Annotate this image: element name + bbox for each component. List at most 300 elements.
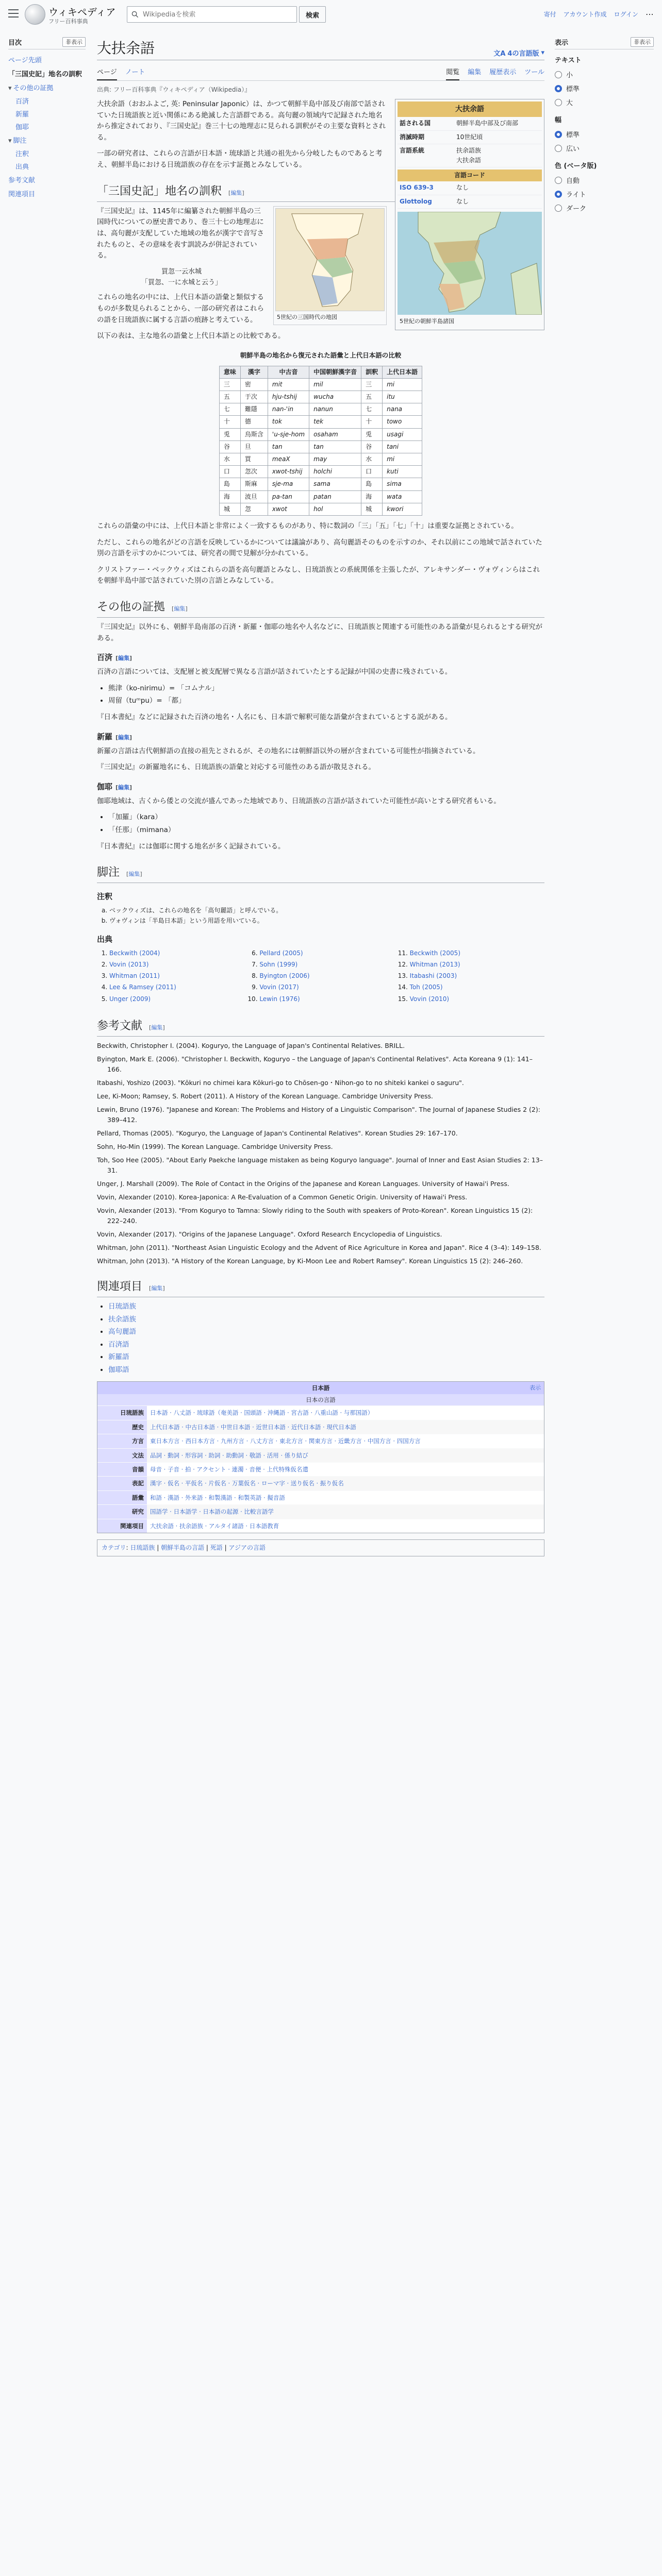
table-cell: tan [309, 440, 361, 453]
infobox-code-value: なし [456, 184, 469, 192]
sec1-paragraph-2: これらの地名の中には、上代日本語の語彙と類似するものが多数見られることから、一部の研究者はこれらの語を日琉語族に属する言語の痕跡と考えている。 [97, 293, 264, 324]
table-cell: 斯麻 [240, 478, 268, 490]
table-header: 中古音 [268, 366, 309, 378]
bibliography-list [97, 1041, 544, 1266]
tab-talk[interactable]: ノート [125, 69, 145, 76]
category-link[interactable]: 死語 [210, 1544, 223, 1551]
radio-button[interactable] [555, 99, 562, 106]
table-cell: 兎 [361, 428, 383, 440]
infobox-value: 朝鮮半島中部及び南部 [456, 120, 519, 127]
search-box[interactable] [127, 6, 297, 23]
intro-paragraph-2: 一部の研究者は、これらの言語が日本語・琉球語と共通の祖先から分岐したものであると考え、朝鮮半島における日琉語族の存在を示す証拠とみなしている。 [97, 149, 383, 169]
navbox-toggle[interactable]: 表示 [529, 1384, 541, 1391]
color-label: 色 (ベータ版) [555, 162, 597, 170]
table-cell: 忽 [240, 503, 268, 515]
list-item [108, 1314, 544, 1326]
edit-label[interactable]: 編集 [118, 655, 130, 662]
infobox-code-key[interactable]: Glottolog [400, 197, 432, 205]
toc-item-label: 新羅 [15, 111, 29, 118]
tab-page[interactable]: ページ [97, 63, 117, 80]
table-cell: tek [309, 416, 361, 428]
navbox-list[interactable]: 母音 · 子音 · 拍 · アクセント · 連濁 · 音便 · 上代特殊仮名遣 [147, 1463, 544, 1476]
table-row [219, 391, 422, 403]
three-kingdoms-map [275, 208, 385, 311]
from-wikipedia: 出典: フリー百科事典『ウィキペディア（Wikipedia）』 [97, 86, 251, 93]
table-of-contents [8, 37, 86, 200]
reference-item [410, 948, 544, 958]
toc-item[interactable] [8, 120, 86, 133]
subsection-baekje [97, 651, 544, 664]
table-cell: tok [268, 416, 309, 428]
related-list [108, 1301, 544, 1376]
reference-item [109, 971, 244, 981]
bibliography-item: Lewin, Bruno (1976). "Japanese and Korean: The Problems and History of a Linguistic Comparison". The Journal of Japanese Studies 2 (2): 389–412. [97, 1105, 540, 1124]
table-row [219, 403, 422, 416]
category-link[interactable]: アジアの言語 [228, 1544, 266, 1551]
chevron-down-icon[interactable]: ▾ [8, 137, 12, 145]
toc-item-label: 出典 [15, 163, 29, 171]
section-heading-other-evidence [97, 598, 544, 618]
table-cell: 島 [361, 478, 383, 490]
navbox-row [97, 1420, 544, 1434]
table-cell: 波旦 [240, 490, 268, 503]
navbox-group: 関連項目 [97, 1519, 147, 1533]
intro-paragraph-1: 大扶余語（おおふよご, 英: Peninsular Japonic）は、かつて朝鮮半島中部及び南部で話されていた日琉語族と近い関係にある絶滅した言語群である。高句麗の領域内で記録された地名から推定されており、『三国史記』巻三十七の地理志に見られる訓釈がその主要な資料とされる。 [97, 100, 386, 142]
bibliography-item: Itabashi, Yoshizo (2003). "Kōkuri no chimei kara Kōkuri-go to Chōsen-go・Nihon-go to no shiteki kankei o saguru". [97, 1078, 464, 1087]
infobox-codes-title: 言語コード [398, 170, 542, 181]
table-cell: 'u-sje-hom [268, 428, 309, 440]
table-cell: towo [383, 416, 422, 428]
table-cell: 谷 [219, 440, 240, 453]
toc-item[interactable] [8, 107, 86, 120]
donate-link[interactable]: 寄付 [543, 11, 556, 18]
navbox-list[interactable]: 品詞 · 動詞 · 形容詞 · 助詞 · 助動詞 · 敬語 · 活用 · 係り結び [147, 1449, 544, 1462]
toc-item-label: 脚注 [13, 137, 27, 145]
section-title: 「三国史記」地名の訓釈 [97, 184, 222, 198]
table-cell: 水 [219, 453, 240, 466]
section-thumbnail[interactable] [273, 206, 387, 326]
bibliography-item: Vovin, Alexander (2013). "From Koguryo to Tamna: Slowly riding to the South with speakers of Proto-Korean". Korean Linguistics 15 (2): 222–240. [97, 1206, 533, 1225]
reference-link[interactable]: Whitman (2011) [109, 972, 160, 980]
tab-tools[interactable]: ツール [524, 69, 544, 76]
reference-item [410, 960, 544, 970]
toc-item-label: ページ先頭 [8, 57, 42, 64]
section-heading-notes [97, 863, 544, 883]
chevron-down-icon: ▾ [541, 49, 544, 57]
navbox-list[interactable]: 大扶余語 · 扶余語族 · アルタイ諸語 · 日本語教育 [147, 1519, 544, 1533]
toc-item[interactable] [8, 187, 86, 200]
list-item [108, 1340, 544, 1351]
navbox-row [97, 1462, 544, 1476]
table-header: 訓釈 [361, 366, 383, 378]
table-cell: sima [383, 478, 422, 490]
reference-item [259, 960, 394, 970]
toc-item-label: 参考文献 [8, 177, 36, 184]
edit-section-link[interactable]: [編集] [149, 1024, 165, 1031]
reference-link[interactable]: Beckwith (2005) [409, 949, 460, 957]
chevron-down-icon[interactable]: ▾ [8, 84, 12, 92]
navbox-group: 音韻 [97, 1463, 147, 1476]
toc-item-label: 百済 [15, 98, 29, 106]
gaya-paragraph-1: 伽耶地域は、古くから倭との交流が盛んであった地域であり、日琉語族の言語が話されていた可能性が高いとする研究者もいる。 [97, 796, 501, 805]
gaya-list [108, 812, 544, 836]
subsection-title: 新羅 [97, 732, 113, 741]
navbox-row [97, 1434, 544, 1448]
toc-item[interactable] [8, 133, 86, 147]
reference-link[interactable]: Vovin (2013) [109, 960, 149, 968]
bibliography-item: Sohn, Ho-Min (1999). The Korean Language. Cambridge University Press. [97, 1142, 333, 1150]
reference-item [109, 948, 244, 958]
table-cell: 七 [219, 403, 240, 416]
bibliography-item: Whitman, John (2013). "A History of the Korean Language, by Ki-Moon Lee and Robert Ramsey". Korean Linguistics 15 (2): 246–260. [97, 1257, 523, 1265]
sec1-paragraph-1: 『三国史記』は、1145年に編纂された朝鮮半島の三国時代についての歴史書であり、巻三十七の地理志には、高句麗が支配していた地域の地名が漢字で音写されたものと、その意味を表す訓読みが併記されている。 [97, 207, 264, 260]
radio-button[interactable] [555, 85, 562, 92]
gaya-paragraph-2: 『日本書紀』には伽耶に関する地名が多く記録されている。 [97, 842, 285, 851]
wordmark[interactable]: ウィキペディア [48, 7, 116, 18]
list-item: • 熊津（ko-nirimu）= 「コムナル」 [108, 683, 544, 694]
table-cell: 五 [219, 391, 240, 403]
edit-section-link[interactable]: [編集] [172, 605, 188, 612]
wikipedia-logo[interactable] [25, 4, 45, 25]
navbox-row [97, 1519, 544, 1533]
infobox-value: 10世紀頃 [456, 133, 483, 141]
infobox-map[interactable] [398, 212, 542, 315]
reference-link[interactable]: Lewin (1976) [259, 995, 300, 1003]
note-item: b. ヴォヴィンは「半島日本語」という用語を用いている。 [109, 916, 544, 926]
table-caption: 朝鮮半島の地名から復元された語彙と上代日本語の比較 [240, 351, 402, 359]
table-cell: nanun [309, 403, 361, 416]
table-row [219, 428, 422, 440]
table-cell: itu [383, 391, 422, 403]
table-cell: 島 [219, 478, 240, 490]
text-size-label: テキスト [555, 57, 582, 64]
table-row [219, 478, 422, 490]
radio-button[interactable] [555, 191, 562, 198]
infobox-code-value: なし [456, 197, 469, 205]
toc-title: 目次 [8, 39, 22, 47]
edit-section-link[interactable]: [編集] [115, 734, 133, 741]
language-button[interactable] [493, 48, 544, 58]
note-item: a. ベックウィズは、これらの地名を「高句麗語」と呼んでいる。 [109, 906, 544, 916]
toc-item[interactable] [8, 173, 86, 187]
article-body [97, 99, 544, 1556]
table-cell: 買 [240, 453, 268, 466]
edit-section-link[interactable]: [編集] [149, 1284, 165, 1292]
subsection-title: 百済 [97, 653, 113, 663]
language-icon: 文A [493, 50, 506, 58]
toc-item[interactable] [8, 94, 86, 107]
navbox-group: 文法 [97, 1449, 147, 1462]
radio-option[interactable] [555, 173, 654, 187]
table-cell: hju-tshij [268, 391, 309, 403]
table-cell: 海 [219, 490, 240, 503]
reference-link[interactable]: Itabashi (2003) [409, 972, 457, 980]
navbox-list[interactable]: 東日本方言 · 西日本方言 · 九州方言 · 八丈方言 · 東北方言 · 関東方言 · 近畿方言 · 中国方言 · 四国方言 [147, 1434, 544, 1448]
infobox-title: 大扶余語 [398, 101, 542, 117]
main-content [97, 37, 544, 1556]
table-cell: tani [383, 440, 422, 453]
table-row [219, 440, 422, 453]
table-row [219, 503, 422, 515]
table-row [219, 466, 422, 478]
reference-link[interactable]: Lee & Ramsey (2011) [109, 984, 176, 991]
table-cell: 七 [361, 403, 383, 416]
appearance-hide-button[interactable]: 非表示 [631, 37, 654, 47]
navbox-row [97, 1405, 544, 1419]
page-title: 大扶余語 [97, 40, 155, 57]
related-link[interactable]: 新羅語 [108, 1353, 129, 1362]
section-heading-related [97, 1278, 544, 1297]
table-cell: osaham [309, 428, 361, 440]
edit-section-link[interactable]: [編集] [228, 189, 244, 196]
radio-option[interactable] [555, 127, 654, 141]
edit-label[interactable]: 編集 [118, 784, 130, 791]
reference-item [109, 960, 244, 970]
radio-label: 広い [566, 145, 580, 153]
table-cell: nana [383, 403, 422, 416]
edit-section-link[interactable]: [編集] [115, 655, 133, 662]
table-cell: 德 [240, 416, 268, 428]
reference-item [109, 994, 244, 1004]
reference-link[interactable]: Unger (2009) [109, 995, 151, 1003]
login-link[interactable]: ログイン [614, 11, 638, 18]
table-cell: 難隱 [240, 403, 268, 416]
section-title: 関連項目 [97, 1280, 143, 1293]
table-cell: patan [309, 490, 361, 503]
bibliography-item: Beckwith, Christopher I. (2004). Koguryo, the Language of Japan's Continental Relatives. BRILL. [97, 1041, 405, 1049]
table-cell: 口 [219, 466, 240, 478]
category-links: カテゴリ: 日琉語族 | 朝鮮半島の言語 | 死語 | アジアの言語 [97, 1539, 544, 1556]
radio-button[interactable] [555, 145, 562, 152]
infobox-row [398, 131, 542, 144]
subsection-notes: 注釈 [97, 892, 113, 902]
navbox-list[interactable]: 和語 · 漢語 · 外来語 · 和製漢語 · 和製英語 · 擬音語 [147, 1491, 544, 1504]
category-label[interactable]: カテゴリ [102, 1544, 126, 1551]
toc-item[interactable] [8, 147, 86, 160]
silla-paragraph-2: 『三国史記』の新羅地名にも、日琉語族の語彙と対応する可能性のある語が散見される。 [97, 763, 375, 772]
section-title: 脚注 [97, 866, 120, 879]
table-cell: 于次 [240, 391, 268, 403]
subsection-title: 伽耶 [97, 782, 113, 791]
table-cell: 忽次 [240, 466, 268, 478]
edit-label[interactable]: 編集 [118, 734, 130, 741]
related-link[interactable]: 伽耶語 [108, 1366, 129, 1375]
toc-hide-button[interactable]: 非表示 [62, 37, 86, 47]
category-link[interactable]: 朝鮮半島の言語 [161, 1544, 205, 1551]
width-label: 幅 [555, 116, 562, 124]
tab-history[interactable]: 履歴表示 [489, 69, 517, 76]
navbox-group: 語彙 [97, 1491, 147, 1504]
create-account-link[interactable]: アカウント作成 [563, 11, 607, 18]
navbox-group: 歴史 [97, 1420, 147, 1434]
sec1-after-1: これらの語彙の中には、上代日本語と非常によく一致するものがあり、特に数詞の「三」「五」「七」「十」は重要な証拠とされている。 [97, 521, 518, 530]
edit-label[interactable]: 編集 [151, 1024, 163, 1031]
table-row [219, 378, 422, 391]
table-cell: 水 [361, 453, 383, 466]
search-input[interactable] [142, 10, 286, 19]
navbox-list[interactable]: 上代日本語 · 中古日本語 · 中世日本語 · 近世日本語 · 近代日本語 · 現代日本語 [147, 1420, 544, 1434]
bibliography-item: Byington, Mark E. (2006). "Christopher I. Beckwith, Koguryo – the Language of Japan's Continental Relatives". Acta Koreana 9 (1): 141–166. [97, 1055, 533, 1073]
subsection-silla [97, 731, 544, 743]
table-cell: mi [383, 453, 422, 466]
table-cell: tan [268, 440, 309, 453]
table-header: 中国朝鮮漢字音 [309, 366, 361, 378]
related-link[interactable]: 日琉語族 [108, 1302, 136, 1311]
navbox-group: 表記 [97, 1477, 147, 1490]
list-item [108, 1352, 544, 1363]
bibliography-item: Vovin, Alexander (2010). Korea-Japonica: A Re-Evaluation of a Common Genetic Origin. University of Hawai'i Press. [97, 1193, 468, 1201]
related-link[interactable]: 扶余語族 [108, 1315, 136, 1324]
table-cell: 三 [361, 378, 383, 391]
toc-item[interactable] [8, 66, 86, 80]
radio-label: ライト [566, 191, 586, 199]
search-button[interactable]: 検索 [299, 6, 326, 23]
table-cell: xwot-tshij [268, 466, 309, 478]
navbox-row [97, 1504, 544, 1518]
tab-read[interactable]: 閲覧 [446, 63, 459, 80]
reference-link[interactable]: Vovin (2017) [259, 984, 299, 991]
table-cell: mil [309, 378, 361, 391]
bibliography-item: Vovin, Alexander (2017). "Origins of the Japanese Language". Oxford Research Encyclopedia of Linguistics. [97, 1230, 442, 1238]
table-header: 意味 [219, 366, 240, 378]
edit-label[interactable]: 編集 [174, 605, 186, 612]
bibliography-item: Toh, Soo Hee (2005). "About Early Paekche language mistaken as being Koguryo language". Journal of Inner and East Asian Studies 2: 13–31. [97, 1156, 543, 1174]
reference-link[interactable]: Vovin (2010) [409, 995, 450, 1003]
edit-label[interactable]: 編集 [128, 871, 140, 878]
radio-button[interactable] [555, 131, 562, 138]
radio-button[interactable] [555, 71, 562, 78]
toc-item[interactable] [8, 160, 86, 173]
table-cell: may [309, 453, 361, 466]
navbox-title [97, 1382, 544, 1394]
table-cell: nan-'in [268, 403, 309, 416]
navbox-list[interactable]: 漢字 · 仮名 · 平仮名 · 片仮名 · 万葉仮名 · ローマ字 · 送り仮名 · 振り仮名 [147, 1477, 544, 1490]
radio-option[interactable] [555, 201, 654, 215]
navbox-row [97, 1476, 544, 1490]
language-count: 4の言語版 [507, 50, 539, 58]
table-cell: xwot [268, 503, 309, 515]
radio-option[interactable] [555, 187, 654, 201]
table-header: 漢字 [240, 366, 268, 378]
navbox [97, 1381, 544, 1533]
toc-item[interactable] [8, 53, 86, 66]
toc-item-label: 関連項目 [8, 191, 36, 198]
reference-link[interactable]: Sohn (1999) [259, 960, 298, 968]
subsection-references: 出典 [97, 934, 113, 944]
reference-link[interactable]: Pellard (2005) [259, 949, 303, 957]
radio-option[interactable] [555, 81, 654, 95]
section-title: その他の証拠 [97, 600, 166, 614]
infobox-code-row [398, 195, 542, 209]
table-cell: 城 [219, 503, 240, 515]
navbox-row [97, 1448, 544, 1462]
section-title: 参考文献 [97, 1019, 143, 1032]
toc-item-label: 注釈 [15, 150, 29, 158]
table-cell: 城 [361, 503, 383, 515]
infobox-map-caption: 5世紀の朝鮮半島諸国 [400, 317, 454, 325]
table-cell: mit [268, 378, 309, 391]
table-cell: wata [383, 490, 422, 503]
related-link[interactable]: 百済語 [108, 1340, 129, 1349]
site-header [0, 0, 662, 29]
infobox-key: 話される国 [400, 120, 431, 127]
reference-link[interactable]: Toh (2005) [409, 984, 443, 991]
edit-section-link[interactable]: [編集] [126, 871, 142, 878]
table-cell: 兎 [219, 428, 240, 440]
infobox-row [398, 117, 542, 130]
navbox-title-text[interactable]: 日本語 [311, 1384, 330, 1392]
table-cell: 十 [219, 416, 240, 428]
radio-option[interactable] [555, 67, 654, 81]
toc-item[interactable] [8, 80, 86, 94]
subsection-gaya [97, 781, 544, 793]
infobox-code-row [398, 181, 542, 195]
edit-label[interactable]: 編集 [230, 189, 242, 196]
table-cell: 口 [361, 466, 383, 478]
quote-line-1: 買忽一云水城 [161, 267, 202, 276]
edit-section-link[interactable]: [編集] [115, 784, 133, 791]
infobox-key: 消滅時期 [400, 133, 425, 141]
baekje-paragraph-2: 『日本書紀』などに記録された百済の地名・人名にも、日本語で解釈可能な語彙が含まれているとする説がある。 [97, 713, 452, 722]
radio-label: ダーク [566, 205, 587, 213]
tab-edit[interactable]: 編集 [468, 69, 482, 76]
bibliography-item: Whitman, John (2011). "Northeast Asian Linguistic Ecology and the Advent of Rice Agriculture in Korea and Japan". Rice 4 (3–4): 149–158. [97, 1243, 541, 1251]
table-cell: pa-tan [268, 490, 309, 503]
reference-item [259, 971, 394, 981]
radio-label: 標準 [566, 131, 580, 139]
infobox-key: 言語系統 [400, 146, 425, 154]
radio-label: 自動 [566, 177, 580, 185]
radio-option[interactable] [555, 141, 654, 155]
infobox-row [398, 144, 542, 167]
reference-item [410, 994, 544, 1004]
related-link[interactable]: 高句麗語 [108, 1328, 136, 1336]
radio-button[interactable] [555, 177, 562, 184]
references-list [97, 948, 544, 1006]
reference-link[interactable]: Beckwith (2004) [109, 949, 160, 957]
table-cell: kwori [383, 503, 422, 515]
list-item: • 「任那」（mimana） [108, 825, 544, 836]
table-row [219, 416, 422, 428]
table-cell: holchi [309, 466, 361, 478]
radio-button[interactable] [555, 205, 562, 212]
section-heading-bibliography [97, 1017, 544, 1037]
table-cell: 海 [361, 490, 383, 503]
edit-label[interactable]: 編集 [151, 1284, 163, 1292]
toc-item-label: その他の証拠 [13, 84, 54, 92]
infobox-value: 扶余語族 大扶余語 [456, 146, 482, 164]
main-menu-icon[interactable] [8, 9, 19, 18]
category-link[interactable]: 日琉語族 [130, 1544, 155, 1551]
baekje-list [108, 683, 544, 707]
navbox-row [97, 1490, 544, 1504]
table-cell: 烏斯含 [240, 428, 268, 440]
reference-link[interactable]: Byington (2006) [259, 972, 310, 980]
reference-item [259, 982, 394, 992]
list-item [108, 1301, 544, 1313]
toc-item-label: 伽耶 [15, 124, 29, 131]
sec2-intro: 『三国史記』以外にも、朝鮮半島南部の百済・新羅・伽耶の地名や人名などに、日琉語族と関連する可能性のある語彙が見られるとする研究がある。 [97, 623, 542, 642]
navbox-list[interactable]: 国語学 · 日本語学 · 日本語の起源 · 比較言語学 [147, 1505, 544, 1518]
table-cell: wucha [309, 391, 361, 403]
more-options-icon[interactable]: ⋯ [646, 9, 654, 19]
table-cell: meaX [268, 453, 309, 466]
navbox-list[interactable]: 日本語 · 八丈語 · 琉球語（奄美語 · 国頭語 · 沖縄語 · 宮古語 · 八重山語 · 与那国語） [147, 1406, 544, 1419]
radio-option[interactable] [555, 95, 654, 109]
infobox-code-key[interactable]: ISO 639-3 [400, 184, 434, 192]
reference-link[interactable]: Whitman (2013) [409, 960, 460, 968]
navbox-group: 方言 [97, 1434, 147, 1448]
